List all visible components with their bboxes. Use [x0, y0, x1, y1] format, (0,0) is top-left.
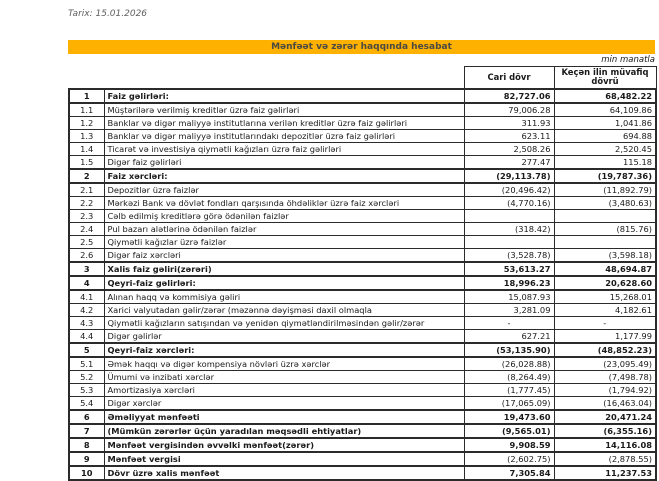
row-number: 1.2	[69, 116, 104, 129]
row-value-previous: 4,182.61	[554, 303, 656, 316]
table-header	[69, 67, 656, 89]
row-value-current: 311.93	[464, 116, 554, 129]
table-row	[69, 452, 656, 466]
row-value-current: (4,770.16)	[464, 196, 554, 209]
row-value-current: (1,777.45)	[464, 383, 554, 396]
row-number: 2.5	[69, 235, 104, 248]
row-label: Dövr üzrə xalis mənfəət	[104, 466, 464, 480]
row-value-previous: -	[554, 316, 656, 329]
row-value-current: 2,508.26	[464, 142, 554, 155]
row-value-current: (318.42)	[464, 222, 554, 235]
row-value-previous: (2,878.55)	[554, 452, 656, 466]
row-label: Digər xərclər	[104, 396, 464, 410]
table-row	[69, 222, 656, 235]
row-label: Əməliyyat mənfəəti	[104, 410, 464, 424]
row-value-current: 82,727.06	[464, 89, 554, 103]
row-number: 5.2	[69, 370, 104, 383]
row-label: Qiymətli kağızlar üzrə faizlər	[104, 235, 464, 248]
table-row	[69, 142, 656, 155]
table-row	[69, 343, 656, 357]
column-header-previous-period: Keçən ilin müvafiq dövrü	[554, 67, 656, 89]
row-number: 2.2	[69, 196, 104, 209]
table-row	[69, 235, 656, 248]
row-label: (Mümkün zərərlər üçün yaradılan məqsədli ehtiyatlar)	[104, 424, 464, 438]
row-number: 3	[69, 262, 104, 276]
row-value-current: 277.47	[464, 155, 554, 169]
table-row	[69, 248, 656, 262]
row-label: Digər gəlirlər	[104, 329, 464, 343]
table-row	[69, 262, 656, 276]
row-number: 4.2	[69, 303, 104, 316]
row-value-previous	[554, 235, 656, 248]
report-date: Tarix: 15.01.2026	[68, 9, 148, 19]
row-value-previous: 694.88	[554, 129, 656, 142]
row-label: Faiz xərcləri:	[104, 169, 464, 183]
row-value-current: (29,113.78)	[464, 169, 554, 183]
table-row	[69, 396, 656, 410]
row-label: Cəlb edilmiş kreditlərə görə ödənilən faizlər	[104, 209, 464, 222]
row-label: Banklar və digər maliyyə institutlarına verilən kreditlər üzrə faiz gəlirləri	[104, 116, 464, 129]
row-value-previous: 115.18	[554, 155, 656, 169]
table-row	[69, 89, 656, 103]
row-number: 4.3	[69, 316, 104, 329]
table-row	[69, 129, 656, 142]
report-table-body	[69, 89, 656, 480]
row-label: Mərkəzi Bank və dövlət fondları qarşısında öhdəliklər üzrə faiz xərcləri	[104, 196, 464, 209]
row-number: 7	[69, 424, 104, 438]
row-value-current: 9,908.59	[464, 438, 554, 452]
row-number: 1.4	[69, 142, 104, 155]
row-value-previous: (19,787.36)	[554, 169, 656, 183]
row-number: 5.4	[69, 396, 104, 410]
table-row	[69, 196, 656, 209]
table-row	[69, 357, 656, 371]
row-value-previous	[554, 209, 656, 222]
row-value-previous: 1,041.86	[554, 116, 656, 129]
row-value-previous: 20,471.24	[554, 410, 656, 424]
table-row	[69, 329, 656, 343]
row-value-current: (26,028.88)	[464, 357, 554, 371]
row-label: Banklar və digər maliyyə institutlarındakı depozitlər üzrə faiz gəlirləri	[104, 129, 464, 142]
row-value-current: 3,281.09	[464, 303, 554, 316]
row-value-current: (17,065.09)	[464, 396, 554, 410]
row-number: 2.4	[69, 222, 104, 235]
row-number: 4.1	[69, 290, 104, 304]
row-number: 2	[69, 169, 104, 183]
table-row	[69, 169, 656, 183]
row-value-current: (53,135.90)	[464, 343, 554, 357]
row-value-previous: 64,109.86	[554, 103, 656, 117]
row-value-previous: (7,498.78)	[554, 370, 656, 383]
unit-note: min manatla	[601, 55, 655, 65]
table-row	[69, 438, 656, 452]
row-value-previous: 2,520.45	[554, 142, 656, 155]
row-value-current: 627.21	[464, 329, 554, 343]
row-value-previous: (23,095.49)	[554, 357, 656, 371]
table-row	[69, 424, 656, 438]
row-number: 9	[69, 452, 104, 466]
row-value-current	[464, 235, 554, 248]
table-row	[69, 290, 656, 304]
row-value-previous: (48,852.23)	[554, 343, 656, 357]
row-value-previous: (3,480.63)	[554, 196, 656, 209]
table-row	[69, 103, 656, 117]
row-value-previous: 11,237.53	[554, 466, 656, 480]
row-value-previous: (16,463.04)	[554, 396, 656, 410]
profit-loss-table	[68, 66, 657, 481]
table-row	[69, 410, 656, 424]
row-label: Depozitlər üzrə faizlər	[104, 183, 464, 197]
row-label: Digər faiz xərcləri	[104, 248, 464, 262]
row-label: Əmək haqqı və digər kompensiya növləri üzrə xərclər	[104, 357, 464, 371]
row-value-current: -	[464, 316, 554, 329]
row-number: 5.1	[69, 357, 104, 371]
row-number: 1.1	[69, 103, 104, 117]
row-number: 4.4	[69, 329, 104, 343]
table-row	[69, 303, 656, 316]
report-page	[68, 0, 655, 481]
table-row	[69, 116, 656, 129]
table-row	[69, 155, 656, 169]
row-number: 2.6	[69, 248, 104, 262]
row-value-previous: (1,794.92)	[554, 383, 656, 396]
row-label: Ümumi və inzibati xərclər	[104, 370, 464, 383]
row-number: 1.3	[69, 129, 104, 142]
row-number: 1.5	[69, 155, 104, 169]
row-value-previous: 20,628.60	[554, 276, 656, 290]
row-value-previous: 14,116.08	[554, 438, 656, 452]
column-header-current-period: Cari dövr	[464, 67, 554, 89]
row-label: Qeyri-faiz xərcləri:	[104, 343, 464, 357]
table-row	[69, 466, 656, 480]
row-value-current	[464, 209, 554, 222]
row-number: 6	[69, 410, 104, 424]
row-number: 5	[69, 343, 104, 357]
row-label: Mənfəət vergisi	[104, 452, 464, 466]
row-value-current: 53,613.27	[464, 262, 554, 276]
row-value-current: 19,473.60	[464, 410, 554, 424]
row-label: Digər faiz gəlirləri	[104, 155, 464, 169]
row-label: Mənfəət vergisindən əvvəlki mənfəət(zərər)	[104, 438, 464, 452]
row-number: 10	[69, 466, 104, 480]
row-label: Qiymətli kağızların satışından və yenidən qiymətləndirilməsindən gəlir/zərər	[104, 316, 464, 329]
row-value-previous: (815.76)	[554, 222, 656, 235]
report-title: Mənfəət və zərər haqqında hesabat	[271, 42, 452, 52]
row-label: Amortizasiya xərcləri	[104, 383, 464, 396]
table-row	[69, 276, 656, 290]
row-value-previous: (6,355.16)	[554, 424, 656, 438]
table-row	[69, 370, 656, 383]
row-value-current: (20,496.42)	[464, 183, 554, 197]
row-label: Pul bazarı alətlərinə ödənilən faizlər	[104, 222, 464, 235]
row-value-current: (9,565.01)	[464, 424, 554, 438]
row-value-current: (3,528.78)	[464, 248, 554, 262]
row-label: Qeyri-faiz gəlirləri:	[104, 276, 464, 290]
row-label: Faiz gəlirləri:	[104, 89, 464, 103]
row-label: Müştərilərə verilmiş kreditlər üzrə faiz gəlirləri	[104, 103, 464, 117]
row-value-previous: 1,177.99	[554, 329, 656, 343]
row-value-current: 18,996.23	[464, 276, 554, 290]
row-number: 4	[69, 276, 104, 290]
row-value-previous: 48,694.87	[554, 262, 656, 276]
row-number: 8	[69, 438, 104, 452]
row-label: Xalis faiz gəliri(zərəri)	[104, 262, 464, 276]
row-number: 2.3	[69, 209, 104, 222]
row-value-previous: 68,482.22	[554, 89, 656, 103]
row-value-current: (2,602.75)	[464, 452, 554, 466]
row-value-current: 7,305.84	[464, 466, 554, 480]
table-row	[69, 383, 656, 396]
row-label: Alınan haqq və kommisiya gəliri	[104, 290, 464, 304]
row-value-previous: (3,598.18)	[554, 248, 656, 262]
header-spacer	[69, 67, 464, 89]
row-value-previous: 15,268.01	[554, 290, 656, 304]
report-title-banner	[68, 40, 655, 54]
row-number: 1	[69, 89, 104, 103]
table-row	[69, 316, 656, 329]
row-value-previous: (11,892.79)	[554, 183, 656, 197]
row-value-current: 15,087.93	[464, 290, 554, 304]
table-row	[69, 209, 656, 222]
row-label: Xarici valyutadan gəlir/zərər (məzənnə dəyişməsi daxil olmaqla	[104, 303, 464, 316]
table-row	[69, 183, 656, 197]
row-value-current: 623.11	[464, 129, 554, 142]
row-value-current: (8,264.49)	[464, 370, 554, 383]
row-value-current: 79,006.28	[464, 103, 554, 117]
row-number: 2.1	[69, 183, 104, 197]
row-number: 5.3	[69, 383, 104, 396]
row-label: Ticarət və investisiya qiymətli kağızları üzrə faiz gəlirləri	[104, 142, 464, 155]
